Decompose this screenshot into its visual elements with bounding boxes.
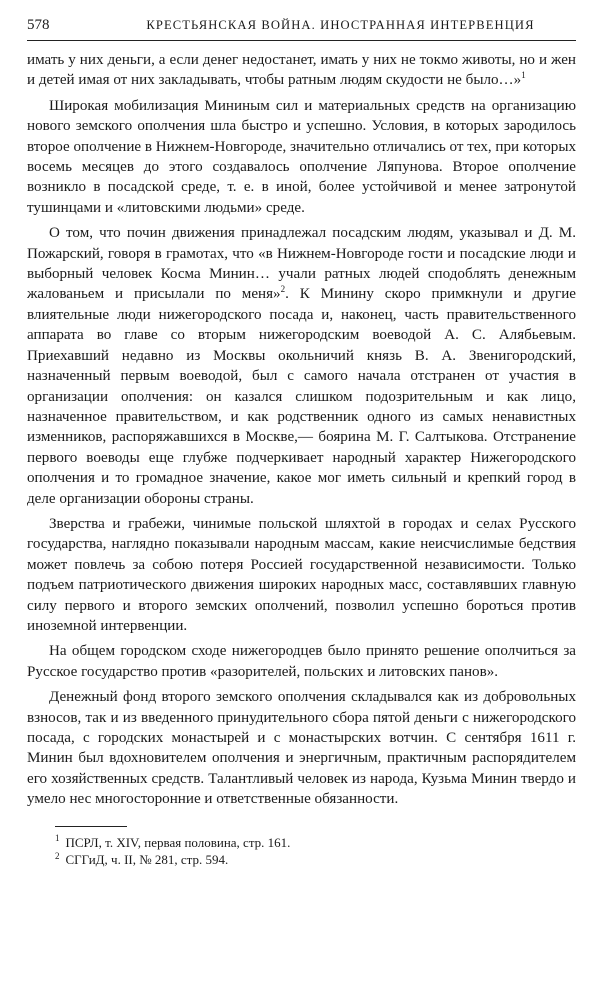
footnotes [27, 834, 576, 869]
paragraph-4 [27, 514, 576, 636]
footnote-ref-1: 1 [521, 70, 526, 81]
paragraph-3 [27, 223, 576, 509]
footnote-2-number: 2 [55, 850, 60, 861]
paragraph-6 [27, 687, 576, 809]
running-head: КРЕСТЬЯНСКАЯ ВОЙНА. ИНОСТРАННАЯ ИНТЕРВЕНЦИЯ [146, 18, 535, 32]
footnote-1-text: ПСРЛ, т. XIV, первая половина, стр. 161. [65, 834, 291, 850]
paragraph-3-text: О том, что почин движения принадлежал посадским людям, указывал и Д. М. Пожарский, говоря в грамотах, что «в Нижнем-Новгороде гости и посадские люди и выборный человек Косма Минин… учали ратных людей сподоблять денежным жалованьем и присылали по меня» [27, 225, 576, 303]
footnote-2-text: СГГиД, ч. II, № 281, стр. 594. [65, 852, 229, 868]
paragraph-4-text: Зверства и грабежи, чинимые польской шляхтой в городах и селах Русского государства, наглядно показывали народным массам, какие неисчислимые бедствия может повлечь за собою потеря Россией государственной независимости. Только подъем патриотического движения широких народных масс, составлявших главную силу первого и второго земских ополчений, позволил успешно бороться против иноземной интервенции. [27, 515, 576, 634]
footnote-ref-2: 2 [280, 284, 286, 295]
page-number: 578 [27, 17, 50, 33]
paragraph-2-text: Широкая мобилизация Мининым сил и материальных средств на организацию нового земского ополчения шла быстро и успешно. Условия, в которых зародилось второе ополчение в Нижнем-Новгороде, значительно отличались от тех, при которых восемь месяцев до этого создавалось ополчение Ляпунова. Второе ополчение возникло в посадской среде, т. е. в иной, более устойчивой и менее затронутой тушинцами и «литовскими людьми» среде. [27, 97, 577, 216]
paragraph-1-text: имать у них деньги, а если денег недостанет, имать у них не токмо животы, но и жен и детей имая от них закладывать, чтобы ратным людям скудости не было…» [27, 52, 576, 89]
footnote-2 [27, 851, 576, 869]
paragraph-6-text: Денежный фонд второго земского ополчения складывался как из добровольных взносов, так и из введенного принудительного сбора пятой деньги с нижегородского посада, с городских монастырей и с монастырских вотчин. С сентября 1611 г. Минин был вдохновителем ополчения и энергичным, практичным распорядителем его хозяйственных средств. Талантливый человек из народа, Кузьма Минин твердо и умело нес многосторонние и ответственные обязанности. [27, 689, 576, 808]
paragraph-2 [27, 96, 576, 218]
book-page [27, 14, 576, 869]
paragraph-1 [27, 50, 576, 91]
footnote-1-number: 1 [55, 833, 60, 844]
paragraph-3-tail: . К Минину скоро примкнули и другие влиятельные люди нижегородского посада и, наконец, часть правительственного аппарата во главе со вторым нижегородским воеводой А. С. Алябьевым. Приехавший недавно из Москвы окольничий князь В. А. Звенигородский, назначенный первым воеводой, был с самого начала отстранен от участия в организации ополчения: он казался слишком подозрительным и как лицо, назначенное правительством, и как родственник одного из самых ненавистных изменников, распоряжавшихся в Москве,— боярина М. Г. Салтыкова. Отстранение первого воеводы еще глубже подчеркивает народный характер Нижегородского ополчения и то громадное значение, какое мог иметь сильный и крепкий город в деле организации обороны страны. [27, 286, 576, 507]
footnote-1 [27, 834, 576, 852]
footnote-divider [55, 826, 127, 827]
paragraph-5 [27, 641, 576, 682]
page-header [27, 14, 576, 41]
paragraph-5-text: На общем городском сходе нижегородцев было принято решение ополчиться за Русское государство против «разорителей, польских и литовских панов». [27, 643, 576, 680]
main-text [27, 50, 576, 810]
